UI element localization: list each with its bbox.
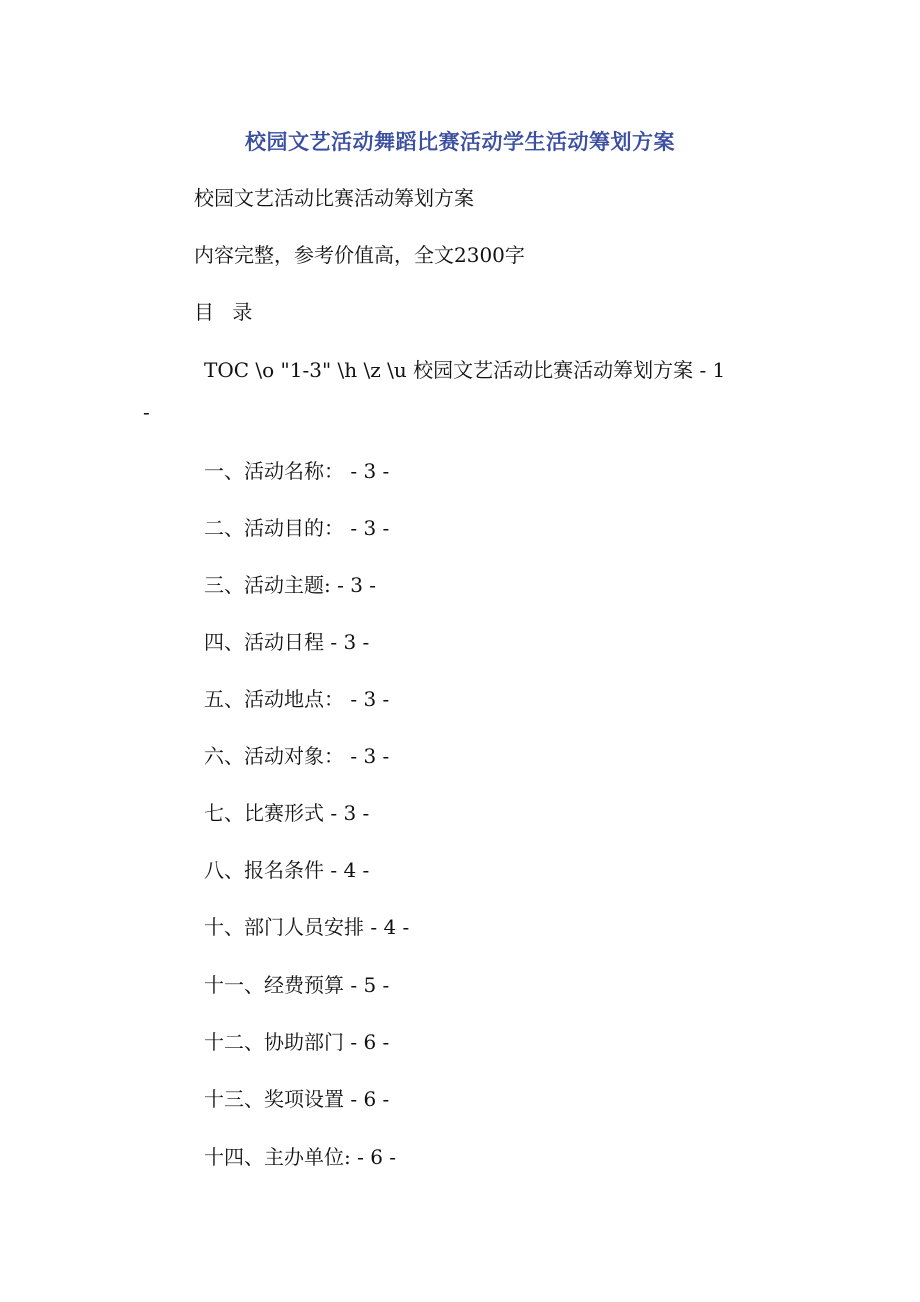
toc-item[interactable]: 七、比赛形式 - 3 -	[204, 801, 370, 825]
toc-item[interactable]: 十二、协助部门 - 6 -	[204, 1030, 390, 1054]
toc-item[interactable]: 十四、主办单位: - 6 -	[204, 1145, 397, 1169]
toc-item[interactable]: 三、活动主题: - 3 -	[204, 573, 377, 597]
toc-field-line[interactable]: TOC \o "1-3" \h \z \u 校园文艺活动比赛活动筹划方案 - 1	[204, 358, 726, 382]
toc-item[interactable]: 二、活动目的： - 3 -	[204, 516, 390, 540]
toc-field-wrap: -	[143, 400, 150, 424]
document-summary: 内容完整，参考价值高，全文2300字	[194, 243, 525, 267]
toc-item[interactable]: 八、报名条件 - 4 -	[204, 858, 370, 882]
toc-item[interactable]: 十、部门人员安排 - 4 -	[204, 915, 410, 939]
document-title: 校园文艺活动舞蹈比赛活动学生活动筹划方案	[245, 129, 675, 154]
toc-item[interactable]: 六、活动对象： - 3 -	[204, 744, 390, 768]
toc-item[interactable]: 十三、奖项设置 - 6 -	[204, 1087, 390, 1111]
toc-item[interactable]: 五、活动地点： - 3 -	[204, 687, 390, 711]
toc-item[interactable]: 十一、经费预算 - 5 -	[204, 973, 390, 997]
toc-item[interactable]: 四、活动日程 - 3 -	[204, 630, 370, 654]
toc-heading: 目 录	[194, 300, 259, 324]
toc-item[interactable]: 一、活动名称： - 3 -	[204, 459, 390, 483]
document-subtitle: 校园文艺活动比赛活动筹划方案	[194, 186, 474, 210]
